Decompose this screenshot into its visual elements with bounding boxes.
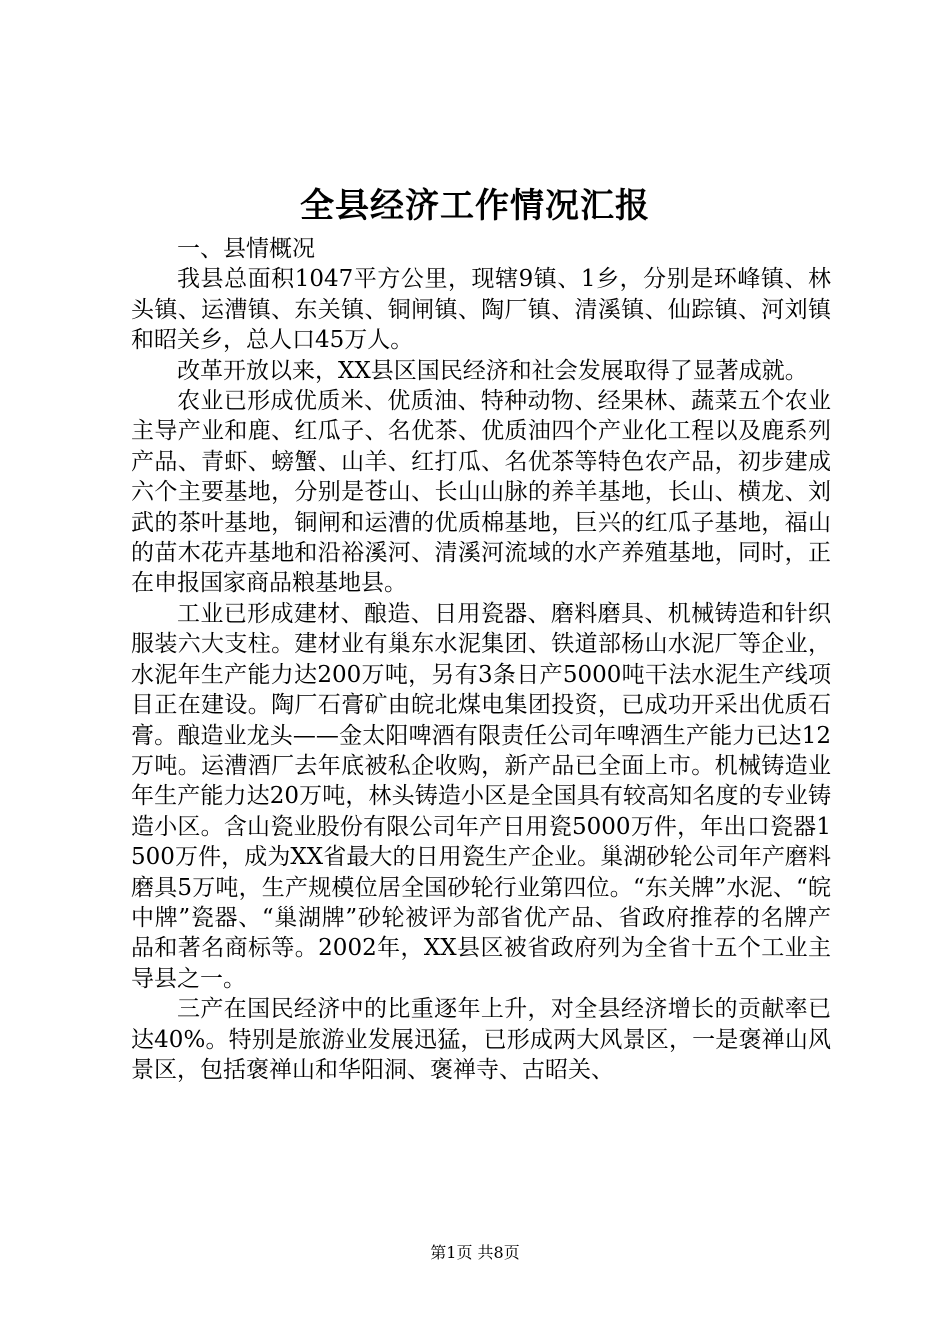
paragraph-agriculture: 农业已形成优质米、优质油、特种动物、经果林、蔬菜五个农业主导产业和鹿、红瓜子、名优茶、优质油四个产业化工程以及鹿系列产品、青虾、螃蟹、山羊、红打瓜、名优茶等特色农产品，初步建成六个主要基地，分别是苍山、长山山脉的养羊基地，长山、横龙、刘武的茶叶基地，铜闸和运漕的优质棉基地，巨兴的红瓜子基地，福山的苗木花卉基地和沿裕溪河、清溪河流域的水产养殖基地，同时，正在申报国家商品粮基地县。 [131,388,831,597]
document-title: 全县经济工作情况汇报 [300,186,650,226]
paragraph-industry: 工业已形成建材、酿造、日用瓷器、磨料磨具、机械铸造和针织服装六大支柱。建材业有巢东水泥集团、铁道部杨山水泥厂等企业，水泥年生产能力达200万吨，另有3条日产5000吨干法水泥生产线项目正在建设。陶厂石膏矿由皖北煤电集团投资，已成功开采出优质石膏。酿造业龙头——金太阳啤酒有限责任公司年啤酒生产能力已达12万吨。运漕酒厂去年底被私企收购，新产品已全面上市。机械铸造业年生产能力达20万吨，林头铸造小区是全国具有较高知名度的专业铸造小区。含山瓷业股份有限公司年产日用瓷5000万件，年出口瓷器1500万件，成为XX省最大的日用瓷生产企业。巢湖砂轮公司年产磨料磨具5万吨，生产规模位居全国砂轮行业第四位。“东关牌”水泥、“皖中牌”瓷器、“巢湖牌”砂轮被评为部省优产品、省政府推荐的名牌产品和著名商标等。2002年，XX县区被省政府列为全省十五个工业主导县之一。 [131,600,831,992]
paragraph-county-overview: 我县总面积1047平方公里，现辖9镇、1乡，分别是环峰镇、林头镇、运漕镇、东关镇、铜闸镇、陶厂镇、清溪镇、仙踪镇、河刘镇和昭关乡，总人口45万人。 [131,266,831,354]
paragraph-tertiary-industry: 三产在国民经济中的比重逐年上升，对全县经济增长的贡献率已达40%。特别是旅游业发展迅猛，已形成两大风景区，一是褒禅山风景区，包括褒禅山和华阳洞、褒禅寺、古昭关、 [131,996,831,1083]
page-footer: 第1页 共8页 [430,1243,520,1262]
section-heading: 一、县情概况 [177,236,315,262]
paragraph-reform-achievements: 改革开放以来，XX县区国民经济和社会发展取得了显著成就。 [177,357,808,384]
document-body [131,234,831,1085]
